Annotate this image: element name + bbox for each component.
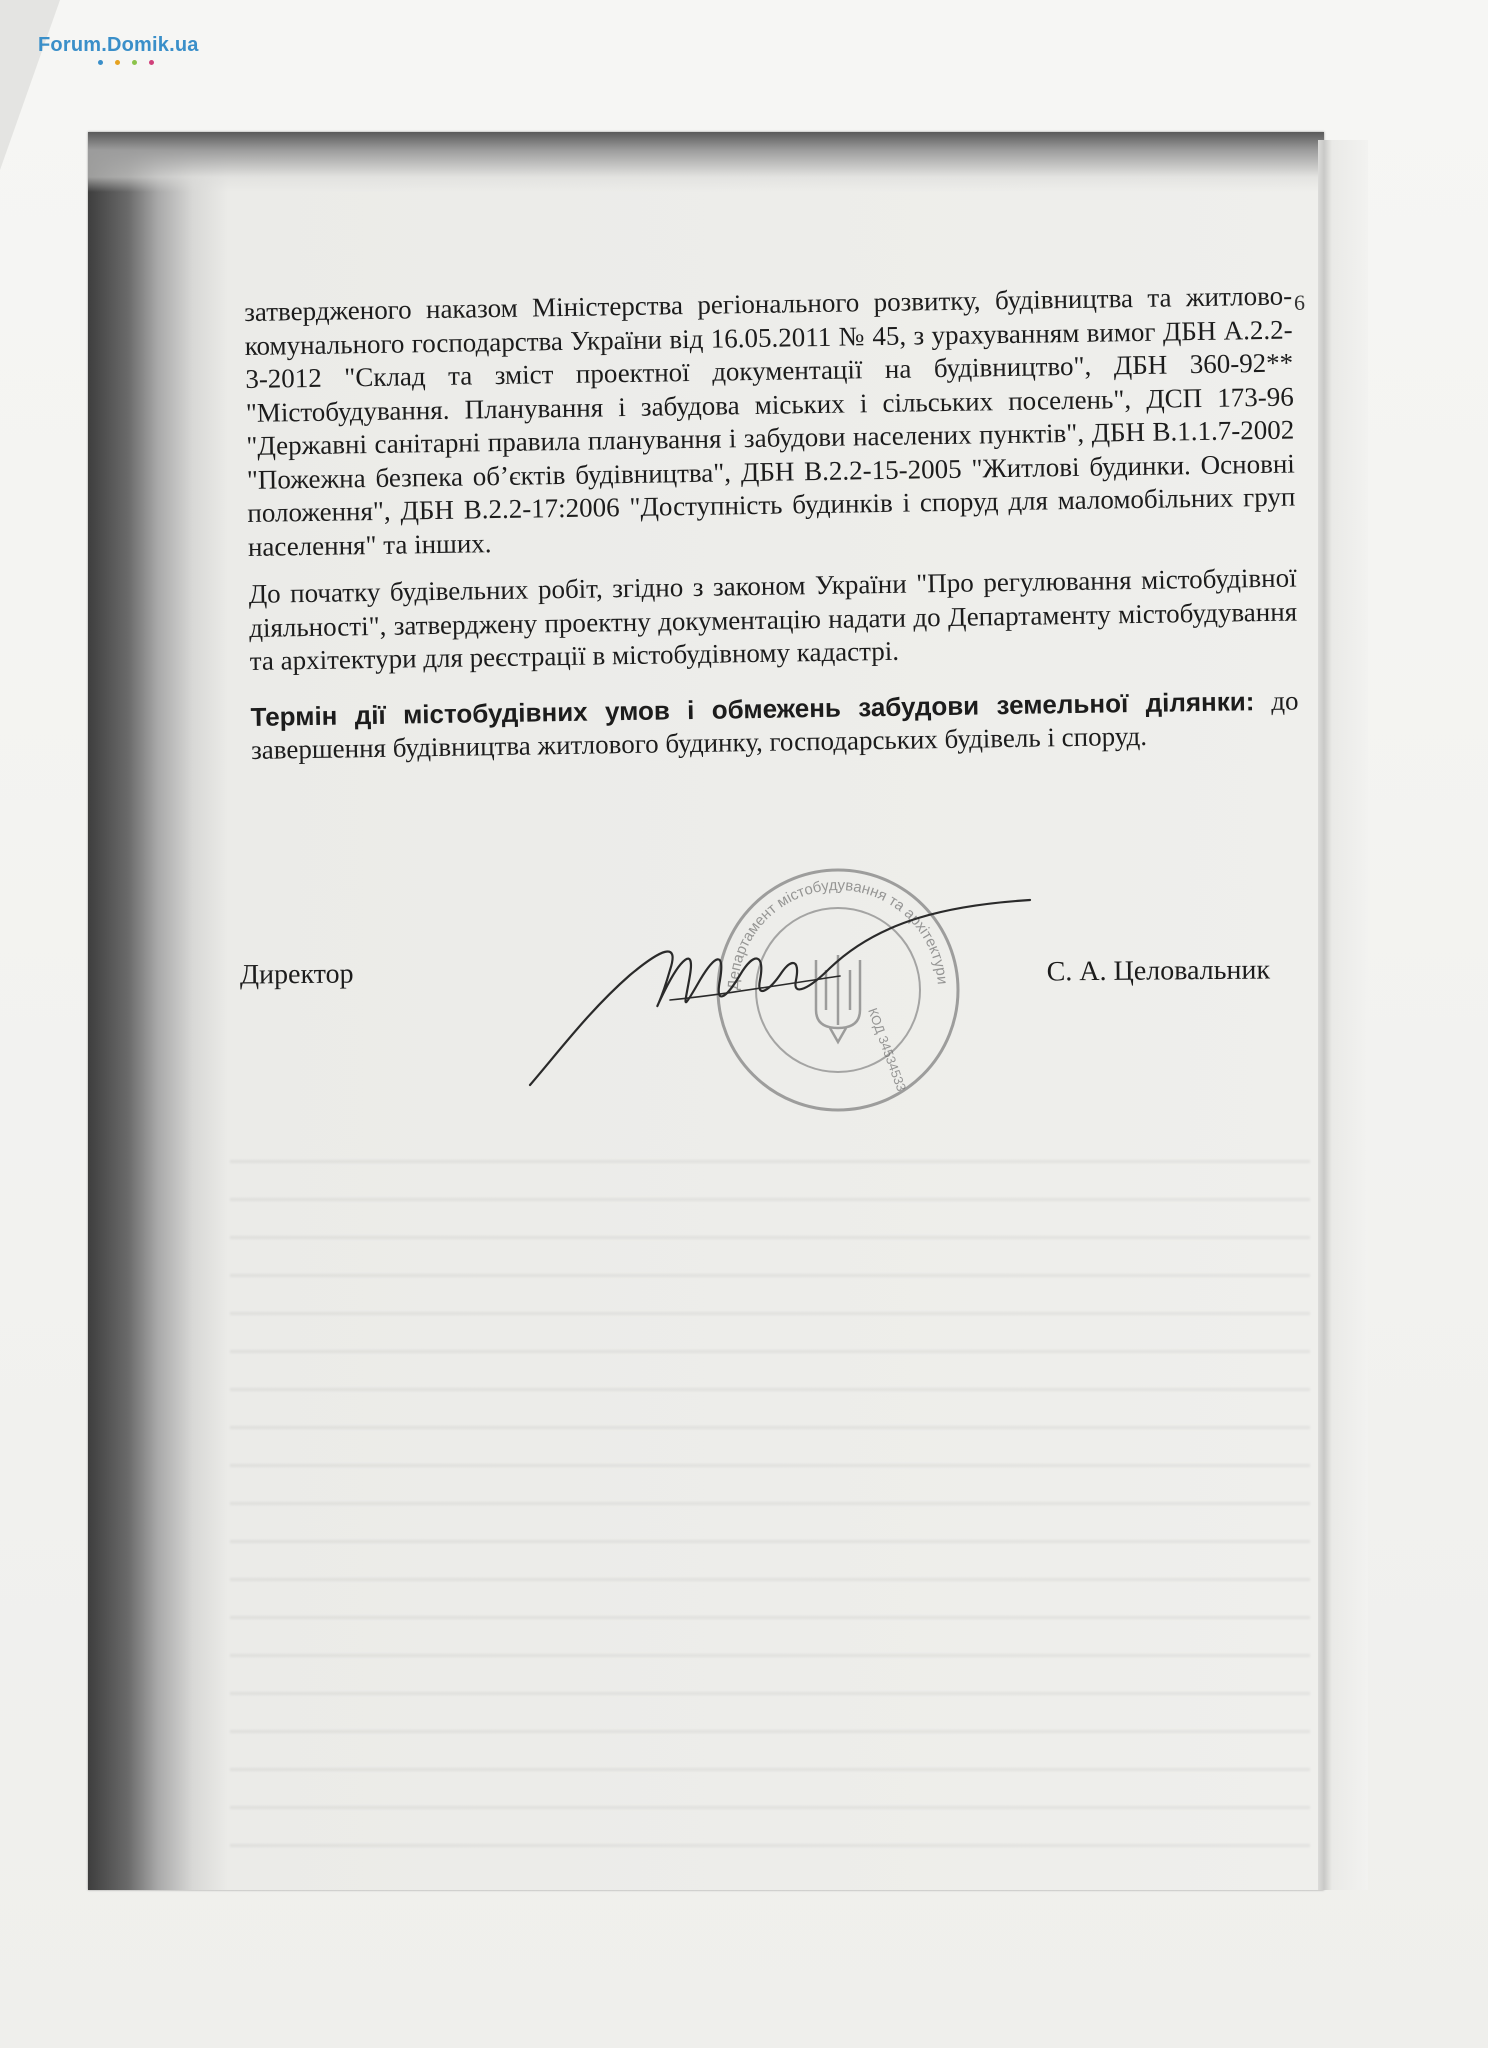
stamp-code-text: КОД 34534533 xyxy=(865,1005,910,1094)
document-body xyxy=(244,280,1299,782)
watermark-dot xyxy=(132,60,137,65)
validity-term-value: до завершення будівництва житлового будинку, господарських будівель і споруд. xyxy=(250,684,1299,765)
page-number: 6 xyxy=(1294,290,1305,315)
paragraph-regulations: затвердженого наказом Міністерства регіонального розвитку, будівництва та житлово-комунального господарства України від 16.05.2011 № 45, з урахуванням вимог ДБН А.2.2-3-2012 "Склад та зміст проектної документації на будівництво", ДБН 360-92** "Містобудування. Планування і забудова міських і сільських поселень", ДСП 173-96 "Державні санітарні правила планування і забудови населених пунктів", ДБН В.1.1.7-2002 "Пожежна безпека об’єктів будівництва", ДБН В.2.2-15-2005 "Житлові будинки. Основні положення", ДБН В.2.2-17:2006 "Доступність будинків і споруд для маломобільних груп населення" та інших. xyxy=(244,280,1296,562)
validity-term-label: Термін дії містобудівних умов і обмежень забудови земельної ділянки: xyxy=(250,685,1255,732)
paragraph-registration: До початку будівельних робіт, згідно з законом України "Про регулювання містобудівної діяльності", затверджену проектну документацію надати до Департаменту містобудування та архітектури для реєстрації в містобудівному кадастрі. xyxy=(248,562,1298,676)
folded-corner xyxy=(0,0,60,170)
watermark-dot xyxy=(149,60,154,65)
signatory-title: Директор xyxy=(239,958,354,991)
signatory-name: С. А. Целовальник xyxy=(1046,954,1271,988)
watermark-logo[interactable]: Forum.Domik.ua xyxy=(38,34,199,56)
watermark-dots xyxy=(98,60,154,65)
faded-text-ghost xyxy=(230,1160,1310,1860)
sheet-right-edge xyxy=(1318,140,1368,1890)
watermark-dot xyxy=(98,60,103,65)
stamp-ring-text: Департамент містобудування та архітектури xyxy=(724,876,951,991)
watermark-dot xyxy=(115,60,120,65)
paragraph-validity-term xyxy=(250,684,1299,767)
